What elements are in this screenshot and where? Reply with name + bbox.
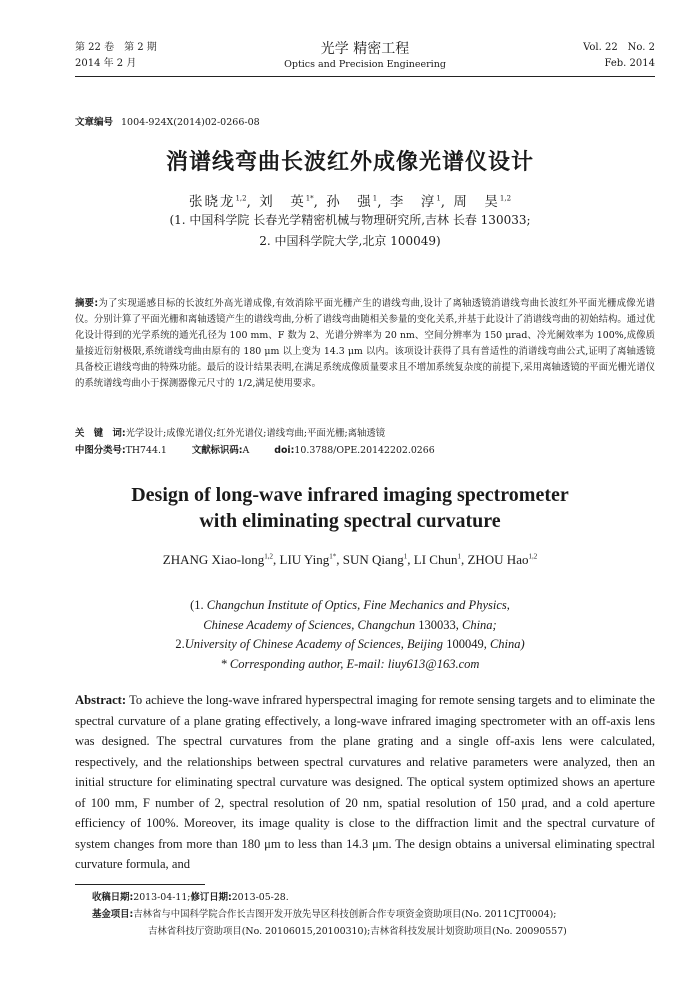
- doi: doi:10.3788/OPE.20142202.0266: [274, 445, 435, 456]
- corresponding-author: * Corresponding author, E-mail: liuy613@163.com: [220, 656, 480, 671]
- author-en: LI Chun: [413, 552, 458, 567]
- running-header: [75, 40, 655, 76]
- document-code: 文献标识码:A: [191, 445, 250, 456]
- footnote-funding: 基金项目:吉林省与中国科学院合作长吉图开发开放先导区科技创新合作专项资金资助项目(No. 2011CJT0004);: [92, 909, 557, 920]
- footnote-dates: 收稿日期:2013-04-11;修订日期:2013-05-28.: [92, 892, 289, 903]
- title-cn: 消谱线弯曲长波红外成像光谱仪设计: [165, 150, 534, 175]
- title-en: Design of long-wave infrared imaging spectrometer with eliminating spectral curvature: [131, 484, 569, 532]
- affiliation-en: (1. Changchun Institute of Optics, Fine Mechanics and Physics, Chinese Academy of Sciences, Changchun 130033, China; 2.University of Chinese Academy of Sciences, Beijing 100049, China) * Corresponding author, E-mail: liuy613@163.com: [0, 596, 700, 674]
- author-cn: 张晓龙: [188, 194, 236, 210]
- journal-name-en: Optics and Precision Engineering: [284, 59, 446, 70]
- affiliation-cn: (1. 中国科学院 长春光学精密机械与物理研究所,吉林 长春 130033; 2. 中国科学院大学,北京 100049): [169, 213, 531, 248]
- author-en: SUN Qiang: [342, 552, 404, 567]
- abstract-en: Abstract: To achieve the long-wave infrared hyperspectral imaging for remote sensing targets and to eliminate the spectral curvature of a plane grating effectively, a long-wave infrared imaging spectrometer with an off-axis lens was designed. The spectral curvatures from the plane grating and a single off-axis lens were calculated, respectively, and the relationships between spectral curvatures and relative parameters were analyzed, then an initial structure for eliminating spectral curvature was designed. The optical system optimized shows an aperture of 100 mm, F number of 2, spectral resolution of 20 nm, spatial resolution of 150 μrad, and a cold aperture efficiency of 100%. Moreover, its image quality is close to the diffraction limit and the spectral curvature of system changes from more than 180 μm to less than 14.3 μm. The design obtains a universal eliminating spectral curvature formula, and: [75, 693, 655, 871]
- classification-row: [75, 442, 457, 456]
- author-cn: 孙 强: [326, 194, 373, 210]
- journal-name: [75, 40, 655, 72]
- author-en: ZHANG Xiao-long: [162, 552, 265, 567]
- article-number: 文章编号 1004-924X(2014)02-0266-08: [75, 117, 260, 128]
- clc-number: 中图分类号:TH744.1: [75, 445, 167, 456]
- author-en: LIU Ying: [279, 552, 330, 567]
- author-cn: 李 淳: [389, 194, 437, 210]
- authors-en: ZHANG Xiao-long$^{1,2}$, LIU Ying$^{1*}$, SUN Qiang$^1$, LI Chun$^1$, ZHOU Hao$^{1,2}$: [162, 552, 538, 567]
- journal-name-cn: 光学 精密工程: [320, 41, 410, 57]
- author-cn: 刘 英: [259, 194, 306, 210]
- footnote-funding-cont: 吉林省科技厅资助项目(No. 20106015,20100310);吉林省科技发展计划资助项目(No. 20090557): [148, 926, 567, 937]
- header-rule: [75, 76, 655, 77]
- issue-info-en: Vol. 22 No. 2 Feb. 2014: [583, 42, 655, 69]
- issue-info-cn: 第 22 卷 第 2 期 2014 年 2 月: [75, 42, 157, 69]
- author-en: ZHOU Hao: [467, 552, 529, 567]
- abstract-cn: 摘要:为了实现遥感目标的长波红外高光谱成像,有效消除平面光栅产生的谱线弯曲,设计了离轴透镜消谱线弯曲长波红外平面光栅成像光谱仪。分别计算了平面光栅和离轴透镜产生的谱线弯曲,分析了谱线弯曲随相关参量的变化关系,并基于此设计了消谱线弯曲的初始结构。通过优化设计得到的光学系统的通光孔径为 100 mm、F 数为 2、光谱分辨率为 20 nm、空间分辨率为 150 μrad、冷光阑效率为 100%,成像质量接近衍射极限,系统谱线弯曲由原有的 180 μm 以上变为 14.3 μm 以内。该项设计获得了具有普适性的消谱线弯曲公式,证明了离轴透镜具备校正谱线弯曲的特殊功能。最后的设计结果表明,在满足系统成像质量要求且不增加系统复杂度的前提下,采用离轴透镜的平面光栅光谱仪的系统谱线弯曲小于探测器像元尺寸的 1/2,满足使用要求。: [75, 298, 655, 389]
- authors-cn: 张晓龙$^{1,2}$, 刘 英$^{1*}$, 孙 强$^1$, 李 淳$^1$, 周 昊$^{1,2}$: [188, 194, 512, 210]
- footnote-rule: [75, 884, 205, 885]
- keywords-cn: 关 键 词:光学设计;成像光谱仪;红外光谱仪;谱线弯曲;平面光栅;离轴透镜: [75, 428, 386, 439]
- author-cn: 周 昊: [453, 194, 500, 210]
